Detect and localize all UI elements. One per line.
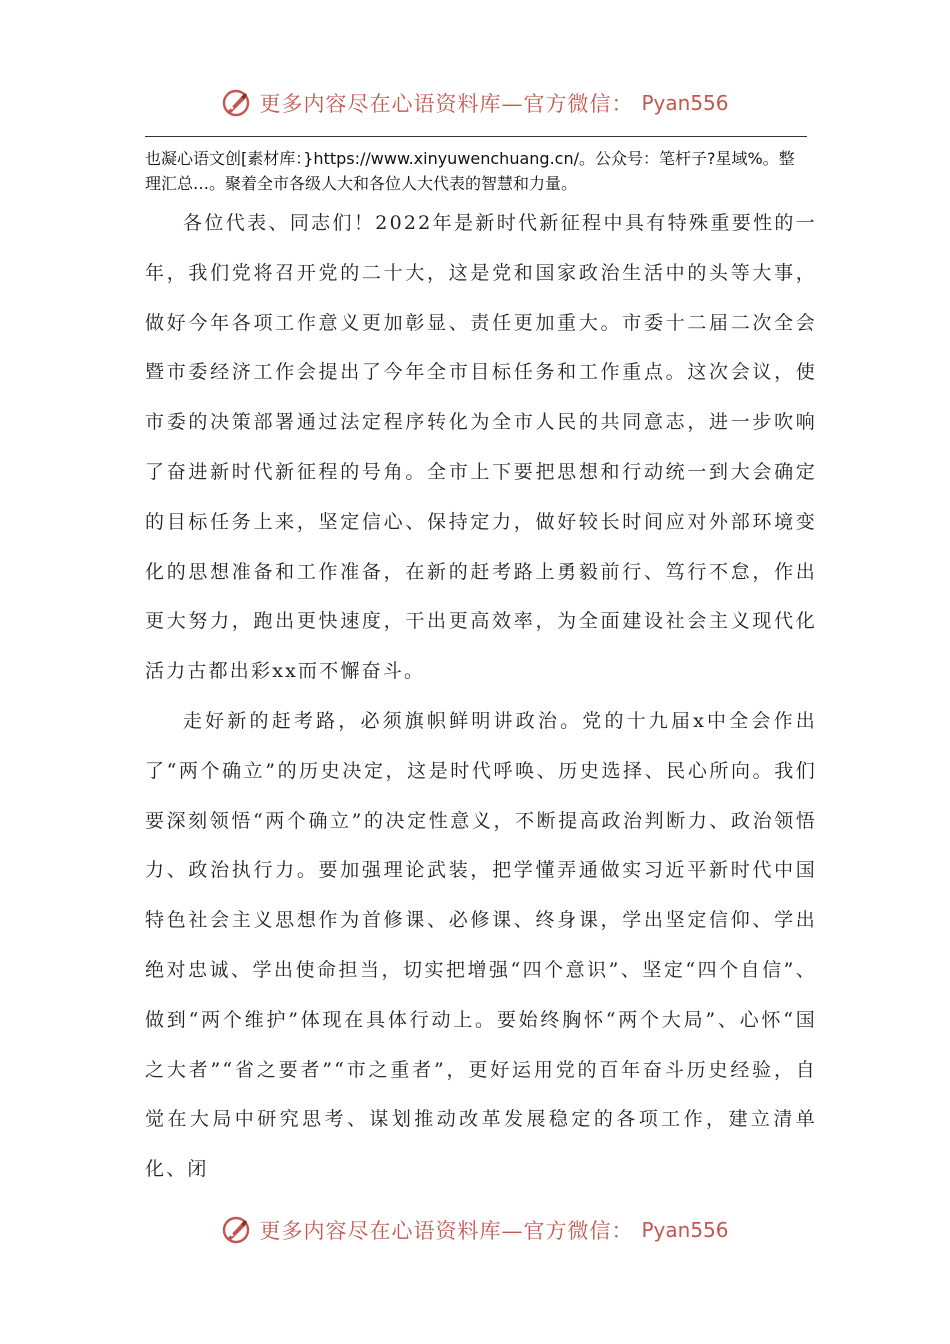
source-note: 也凝心语文创[素材库：}https://www.xinyuwenchuang.cn/。公众号：笔杆子?星域%。整理汇总…。聚着全市各级人大和各位人大代表的智慧和力量。 <box>145 149 795 193</box>
header-banner <box>0 83 950 123</box>
paragraph-1: 各位代表、同志们！2022年是新时代新征程中具有特殊重要性的一年，我们党将召开党的二十大，这是党和国家政治生活中的头等大事，做好今年各项工作意义更加彰显、责任更加重大。市委十二届二次全会暨市委经济工作会提出了今年全市目标任务和工作重点。这次会议，使市委的决策部署通过法定程序转化为全市人民的共同意志，进一步吹响了奋进新时代新征程的号角。全市上下要把思想和行动统一到大会确定的目标任务上来，坚定信心、保持定力，做好较长时间应对外部环境变化的思想准备和工作准备，在新的赶考路上勇毅前行、笃行不怠，作出更大努力，跑出更快速度，干出更高效率，为全面建设社会主义现代化活力古都出彩xx而不懈奋斗。 <box>145 212 817 683</box>
pen-nib-logo-icon <box>221 1215 251 1245</box>
header-banner-text: 更多内容尽在心语资料库—官方微信： <box>259 92 634 116</box>
document-body <box>145 199 817 1195</box>
footer-banner <box>0 1210 950 1250</box>
footer-wechat-id: Pyan556 <box>641 1218 729 1242</box>
header-divider <box>145 136 807 137</box>
footer-banner-text: 更多内容尽在心语资料库—官方微信： <box>259 1219 634 1243</box>
header-wechat-id: Pyan556 <box>641 91 729 115</box>
pen-nib-logo-icon <box>221 88 251 118</box>
paragraph-2: 走好新的赶考路，必须旗帜鲜明讲政治。党的十九届x中全会作出了“两个确立”的历史决定，这是时代呼唤、历史选择、民心所向。我们要深刻领悟“两个确立”的决定性意义，不断提高政治判断力、政治领悟力、政治执行力。要加强理论武装，把学懂弄通做实习近平新时代中国特色社会主义思想作为首修课、必修课、终身课，学出坚定信仰、学出绝对忠诚、学出使命担当，切实把增强“四个意识”、坚定“四个自信”、做到“两个维护”体现在具体行动上。要始终胸怀“两个大局”、心怀“国之大者”“省之要者”“市之重者”，更好运用党的百年奋斗历史经验，自觉在大局中研究思考、谋划推动改革发展稳定的各项工作，建立清单化、闭 <box>145 709 817 1181</box>
